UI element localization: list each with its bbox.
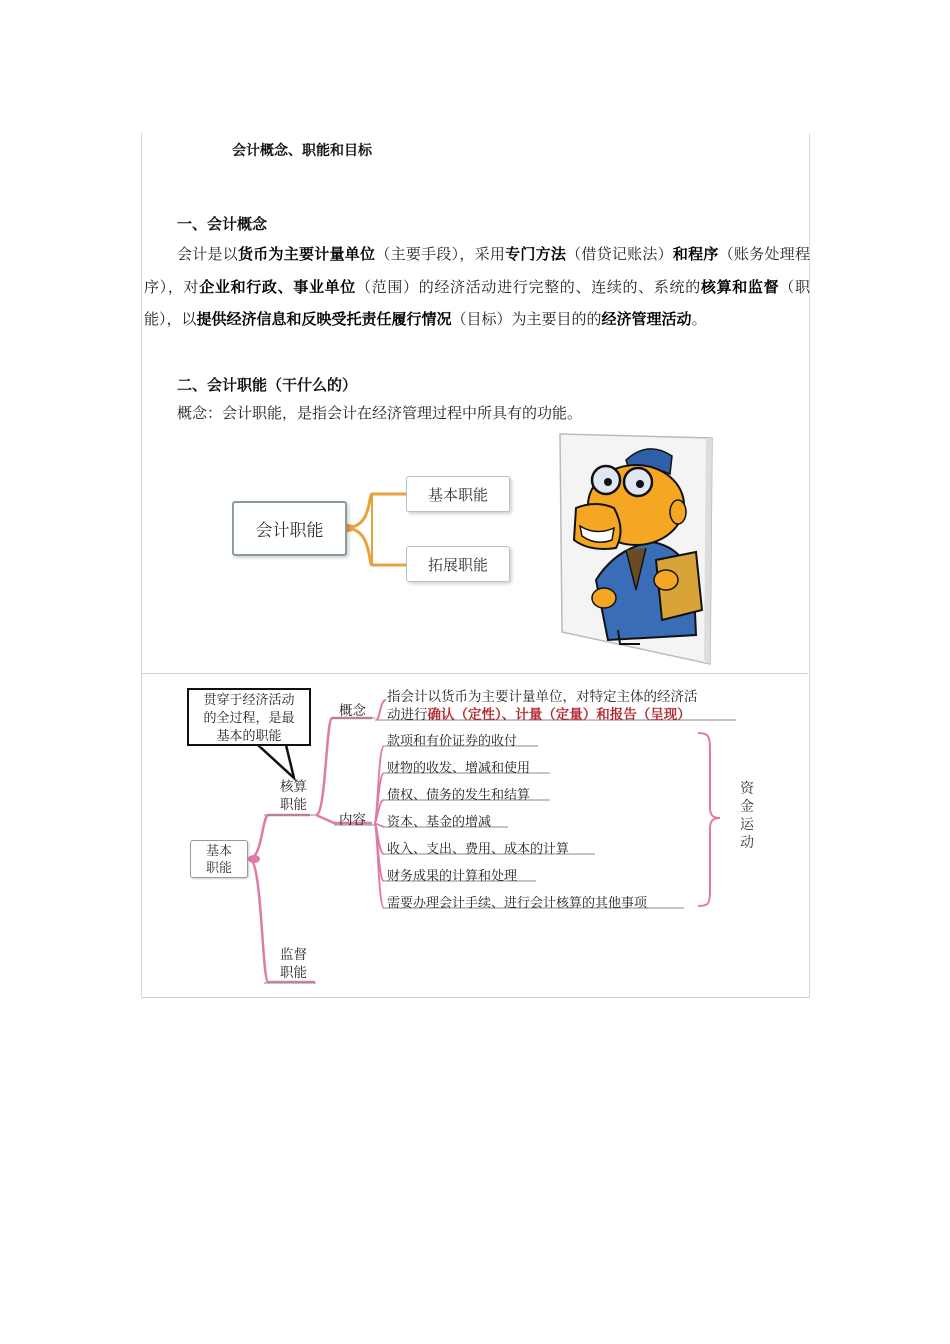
root-line: 基本 xyxy=(205,844,232,859)
emphasis-text: 货币为主要计量单位 xyxy=(238,245,376,263)
body-text: （借贷记账法） xyxy=(566,245,673,263)
concept-text-prefix: 动进行 xyxy=(387,707,428,723)
section2-concept: 概念：会计职能，是指会计在经济管理过程中所具有的功能。 xyxy=(177,404,583,422)
body-text: （范围）的经济活动进行完整的、连续的、系统的 xyxy=(356,277,701,296)
emphasis-text: 企业和行政、事业单位 xyxy=(199,277,356,296)
body-text: （目标）为主要目的的 xyxy=(451,310,602,328)
callout-line: 的全过程，是最 xyxy=(203,711,295,726)
diagram1-node-extended: 拓展职能 xyxy=(406,546,510,582)
content-item: 财物的收发、增减和使用 xyxy=(387,761,531,776)
bracket-char: 动 xyxy=(740,835,754,851)
content-item: 债权、债务的发生和结算 xyxy=(387,788,531,803)
hesuan-line: 职能 xyxy=(280,797,307,813)
node-jiandu xyxy=(280,946,307,982)
emphasis-text: 提供经济信息和反映受托责任履行情况 xyxy=(196,310,452,328)
root-line: 职能 xyxy=(205,861,232,876)
body-text: 会计是以 xyxy=(177,245,239,263)
emphasis-text: 专门方法 xyxy=(505,245,567,263)
bracket-char: 资 xyxy=(740,781,754,797)
bracket-char: 运 xyxy=(740,817,754,833)
jiandu-line: 监督 xyxy=(280,947,307,963)
content-item: 款项和有价证券的收付 xyxy=(387,734,518,749)
emphasis-text: 核算和监督 xyxy=(700,277,780,296)
jiandu-line: 职能 xyxy=(280,965,307,981)
content-item: 财务成果的计算和处理 xyxy=(387,869,518,884)
concept-text-line2 xyxy=(387,703,691,723)
emphasis-text: 经济管理活动 xyxy=(601,310,692,328)
bracket-label-capital-flow xyxy=(738,780,756,852)
concept-text-line1: 指会计以货币为主要计量单位，对特定主体的经济活 xyxy=(387,689,698,705)
content-item: 需要办理会计手续、进行会计核算的其他事项 xyxy=(387,896,648,911)
body-text: （职能），以 xyxy=(144,277,810,328)
body-text: 。 xyxy=(691,310,707,328)
hesuan-line: 核算 xyxy=(280,779,307,795)
body-text: （主要手段），采用 xyxy=(375,245,506,263)
section1-heading: 一、会计概念 xyxy=(177,215,268,233)
node-hesuan xyxy=(280,778,307,814)
diagram1-node-basic: 基本职能 xyxy=(406,476,510,512)
bracket-char: 金 xyxy=(740,799,754,815)
callout-line: 贯穿于经济活动 xyxy=(203,693,295,708)
content-item: 资本、基金的增减 xyxy=(387,815,492,830)
callout-line: 基本的职能 xyxy=(216,729,282,744)
callout-box xyxy=(187,688,311,746)
section2-heading: 二、会计职能（干什么的） xyxy=(177,376,358,394)
node-concept-label: 概念 xyxy=(339,703,366,719)
diagram2-root-node xyxy=(190,840,248,878)
node-content-label: 内容 xyxy=(339,812,366,828)
diagram1-root-node: 会计职能 xyxy=(232,501,347,556)
content-item: 收入、支出、费用、成本的计算 xyxy=(387,842,570,857)
document-title: 会计概念、职能和目标 xyxy=(232,143,372,159)
concept-text-highlight: 确认（定性）、计量（定量）和报告（呈现） xyxy=(427,707,691,723)
emphasis-text: 和程序 xyxy=(672,245,719,263)
body-text: （账务处理程序），对 xyxy=(144,245,810,296)
